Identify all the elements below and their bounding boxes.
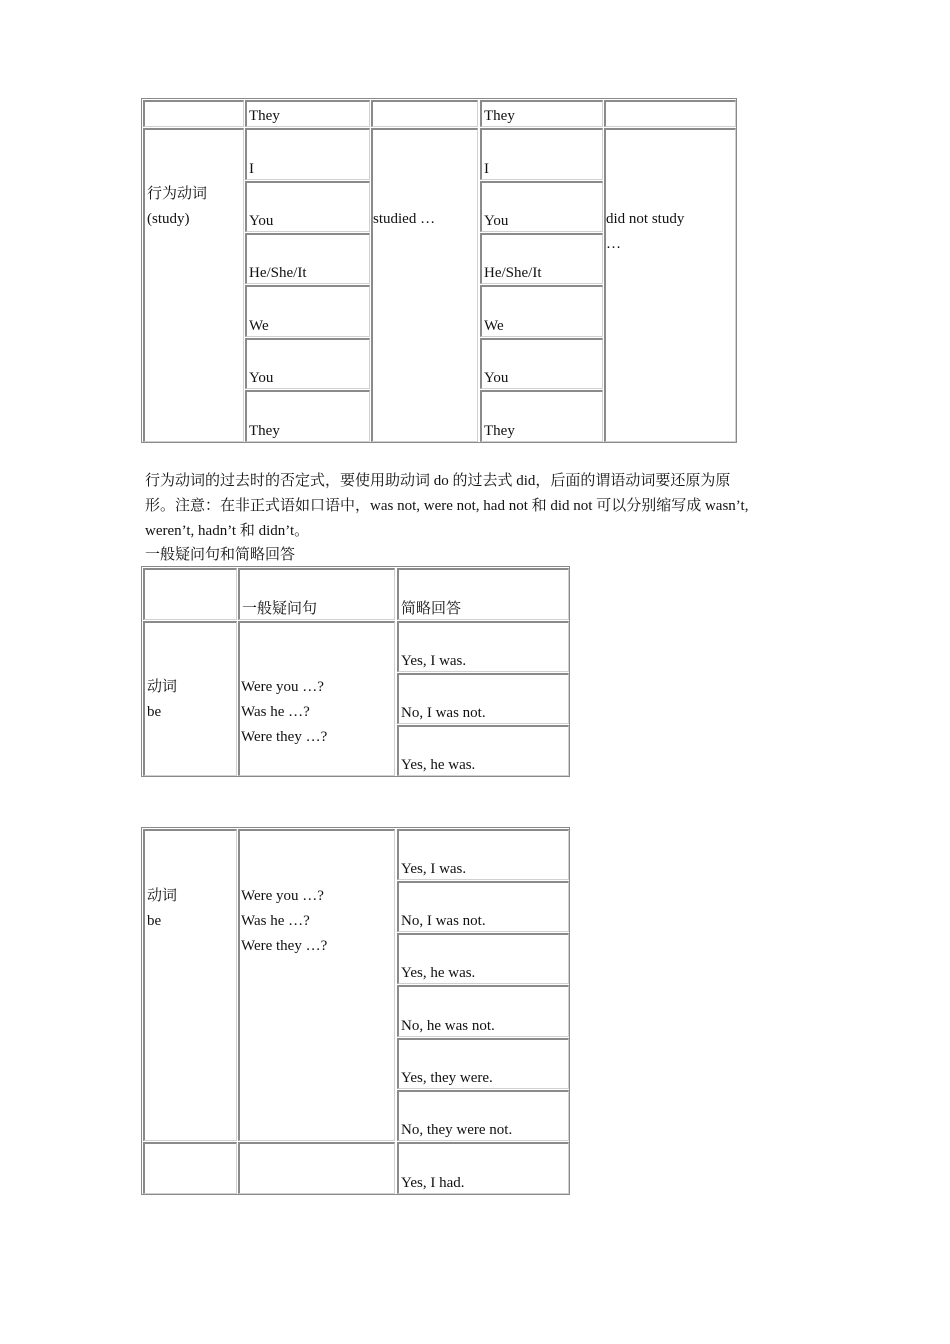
- grammar-note-line: 行为动词的过去时的否定式，要使用助动词 do 的过去式 did，后面的谓语动词要还原为原: [145, 473, 731, 489]
- header-answer-cell: [397, 568, 569, 620]
- subject-pronoun: We: [484, 318, 504, 334]
- negative-form-ellipsis: …: [606, 236, 621, 252]
- subject-pronoun: They: [484, 423, 515, 439]
- table-yes-no-questions: [141, 566, 570, 777]
- subject-pronoun: He/She/It: [249, 265, 307, 281]
- answer: Yes, I was.: [401, 861, 467, 877]
- subject-cell: [245, 285, 370, 337]
- subject-pronoun: I: [484, 161, 489, 177]
- answer-cell: [397, 881, 569, 932]
- table-cell: [480, 100, 603, 127]
- subject-cell: [480, 181, 603, 232]
- header-answer: 简略回答: [401, 601, 462, 617]
- answer-cell: [397, 985, 569, 1037]
- verb-cell: [143, 621, 237, 776]
- verb-label-cell: [143, 128, 244, 442]
- subject-pronoun: You: [484, 370, 509, 386]
- questions-cell: [238, 621, 395, 776]
- table-past-tense-negative: [141, 98, 737, 443]
- verb-example: (study): [147, 211, 190, 227]
- table-cell: [143, 1142, 237, 1194]
- subject-cell: [480, 233, 603, 284]
- table-cell: [371, 100, 478, 127]
- answer: No, I was not.: [401, 913, 486, 929]
- table-cell: [238, 1142, 395, 1194]
- negative-form: did not study: [606, 211, 685, 227]
- grammar-note: [145, 469, 820, 544]
- answer: Yes, I was.: [401, 653, 467, 669]
- subject-pronoun: You: [249, 370, 274, 386]
- verb-be: be: [147, 704, 162, 720]
- subject-cell: [480, 128, 603, 180]
- table-cell: [143, 568, 237, 620]
- grammar-note-line: weren’t, hadn’t 和 didn’t。: [145, 523, 310, 539]
- question: Were you …?: [241, 679, 324, 695]
- header-question: 一般疑问句: [242, 601, 318, 617]
- subject-pronoun: You: [484, 213, 509, 229]
- answer: Yes, he was.: [401, 965, 476, 981]
- answer-cell: [397, 933, 569, 984]
- subject-pronoun: We: [249, 318, 269, 334]
- subject-pronoun: He/She/It: [484, 265, 542, 281]
- subject-cell: [245, 181, 370, 232]
- subject-pronoun: You: [249, 213, 274, 229]
- subject-cell: [245, 338, 370, 389]
- subject-cell: [480, 338, 603, 389]
- question: Were they …?: [241, 729, 328, 745]
- affirmative-cell: [371, 128, 478, 442]
- table-yes-no-answers: [141, 827, 570, 1195]
- question: Were they …?: [241, 938, 328, 954]
- subject-pronoun: They: [249, 423, 280, 439]
- subject-cell: [480, 390, 603, 442]
- answer-cell: [397, 1038, 569, 1089]
- question: Was he …?: [241, 704, 310, 720]
- subject-cell: [245, 128, 370, 180]
- answer: Yes, he was.: [401, 757, 476, 773]
- answer: Yes, they were.: [401, 1070, 493, 1086]
- grammar-note-line: 形。注意：在非正式语如口语中，was not, were not, had not 和 did not 可以分别缩写成 wasn’t,: [145, 498, 749, 514]
- answer-cell: [397, 621, 569, 672]
- table-cell: [604, 100, 736, 127]
- answer: No, I was not.: [401, 705, 486, 721]
- subject-they: They: [484, 108, 515, 124]
- answer-cell: [397, 1142, 569, 1194]
- answer: No, he was not.: [401, 1018, 495, 1034]
- questions-cell: [238, 829, 395, 1141]
- answer-cell: [397, 1090, 569, 1141]
- table-cell: [245, 100, 370, 127]
- answer-cell: [397, 673, 569, 724]
- affirmative-form: studied …: [373, 211, 436, 227]
- subject-cell: [480, 285, 603, 337]
- question: Were you …?: [241, 888, 324, 904]
- table-cell: [143, 100, 244, 127]
- subject-cell: [245, 233, 370, 284]
- verb-label: 行为动词: [147, 186, 208, 202]
- verb-be: be: [147, 913, 162, 929]
- answer: Yes, I had.: [401, 1175, 465, 1191]
- subject-pronoun: I: [249, 161, 254, 177]
- verb-label: 动词: [147, 888, 178, 904]
- subject-cell: [245, 390, 370, 442]
- verb-label: 动词: [147, 679, 178, 695]
- section-heading: 一般疑问句和简略回答: [145, 547, 296, 563]
- answer-cell: [397, 829, 569, 880]
- header-question-cell: [238, 568, 395, 620]
- verb-cell: [143, 829, 237, 1141]
- negative-cell: [604, 128, 736, 442]
- answer: No, they were not.: [401, 1122, 513, 1138]
- answer-cell: [397, 725, 569, 776]
- question: Was he …?: [241, 913, 310, 929]
- subject-they: They: [249, 108, 280, 124]
